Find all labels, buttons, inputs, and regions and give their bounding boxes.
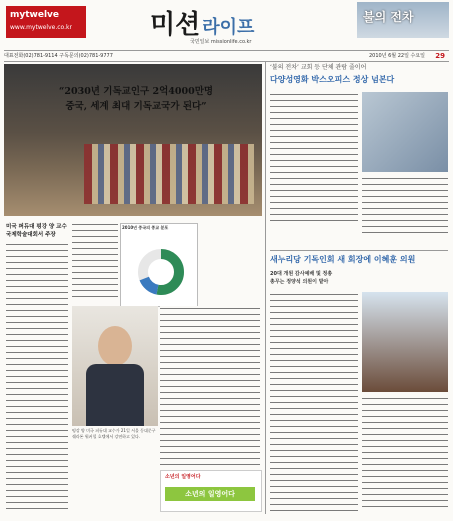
interview-caption: 펑강 양 미국 퍼듀대 교수가 21일 서울 동대문구 쉐라톤 워커힐 호텔에서 강연하고 있다. [72,428,156,439]
promo-brand: mytwelve [10,10,60,20]
body-col-3 [160,306,260,466]
body-col-2 [72,222,118,302]
main-headline-l2: 중국, 세계 최대 기독교국가 된다” [65,101,207,112]
masthead-sub: 라이프 [202,17,255,38]
right-subheadline-2 [270,270,448,286]
right-headline-1: 다양성영화 박스오피스 정상 넘본다 [270,75,395,84]
info-bar [4,50,449,62]
info-bar-left: 대표전화(02)781-9114 구독문의(02)781-9777 [4,53,113,59]
interview-photo [72,306,158,426]
donut-chart [121,224,197,306]
body-col-1 [6,242,68,512]
chart-title: 2010년 중국의 종교 분포 [122,225,169,230]
right-body-d [362,396,448,512]
man-head [98,326,132,366]
books-image [84,144,254,204]
religion-chart [120,223,198,307]
movie-photo [362,92,448,172]
masthead-main: 미션 [150,10,201,40]
right-body-b [362,176,448,236]
date: 2010년 6월 22일 수요일 [368,53,425,59]
main-subheadline: 미국 퍼듀대 펑강 양 교수 국제학술대회서 주장 [6,224,67,238]
right-body-a [270,92,358,222]
newspaper-credit [190,38,251,45]
conference-photo [362,292,448,392]
right-subheadline-2-l2: 총무는 정양석 의원이 맡아 [270,279,329,285]
ad-title: 소년의 일영어다 [165,474,201,480]
newspaper-name: 국민일보 [190,39,210,45]
right-subheadline-2-l1: 20대 개원 감사예배 및 정총 [270,271,333,277]
column-divider [265,62,266,514]
site-url: missionlife.co.kr [210,39,252,45]
main-headline [26,84,246,114]
right-body-c [270,292,358,512]
promo-banner[interactable] [6,6,86,38]
man-body [86,364,144,426]
page-number: 29 [435,52,445,60]
promo-url: www.mytwelve.co.kr [10,24,72,31]
advertisement[interactable] [160,470,262,512]
masthead [150,4,320,38]
right-banner[interactable] [357,2,449,38]
right-kicker: ‘불의 전차’ 교회 등 단체 관람 줄이어 [270,64,367,71]
right-banner-title: 불의 전차 [363,10,414,24]
ad-brand: 소년의 일영어다 [165,487,255,501]
main-headline-l1: “2030년 기독교인구 2억4000만명 [58,86,214,97]
right-headline-2: 새누리당 기독인회 새 회장에 이혜훈 의원 [270,250,448,265]
